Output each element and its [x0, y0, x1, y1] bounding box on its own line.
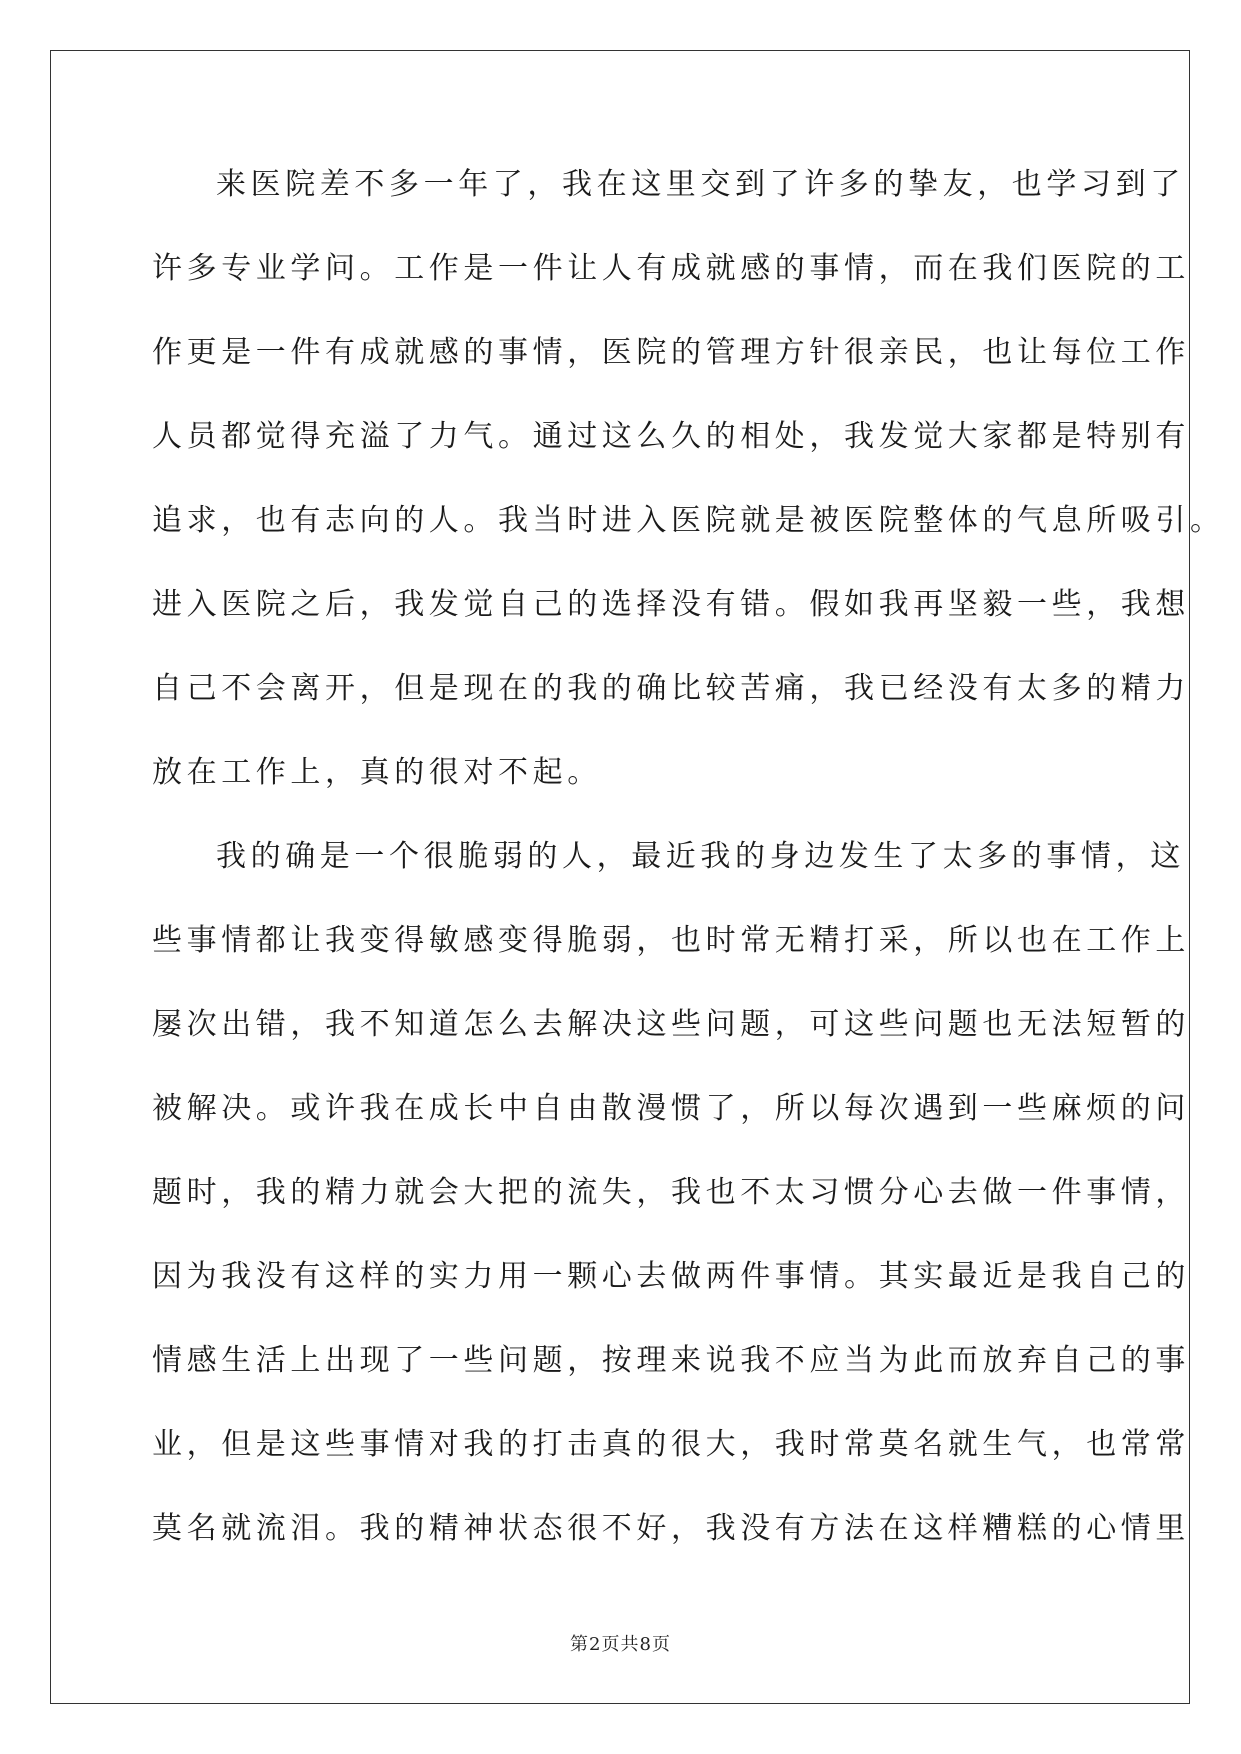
text-line: 自己不会离开，但是现在的我的确比较苦痛，我已经没有太多的精力	[152, 671, 1190, 706]
text-line: 些事情都让我变得敏感变得脆弱，也时常无精打采，所以也在工作上	[152, 923, 1190, 958]
text-line: 题时，我的精力就会大把的流失，我也不太习惯分心去做一件事情，	[152, 1175, 1190, 1210]
document-body	[152, 160, 1225, 1588]
page-footer	[0, 1630, 1241, 1656]
text-line: 被解决。或许我在成长中自由散漫惯了，所以每次遇到一些麻烦的问	[152, 1091, 1190, 1126]
text-line: 屡次出错，我不知道怎么去解决这些问题，可这些问题也无法短暂的	[152, 1007, 1190, 1042]
text-line: 人员都觉得充溢了力气。通过这么久的相处，我发觉大家都是特别有	[152, 419, 1190, 454]
text-line: 因为我没有这样的实力用一颗心去做两件事情。其实最近是我自己的	[152, 1259, 1190, 1294]
text-line: 情感生活上出现了一些问题，按理来说我不应当为此而放弃自己的事	[152, 1343, 1190, 1378]
text-line: 来医院差不多一年了，我在这里交到了许多的挚友，也学习到了	[216, 167, 1185, 202]
text-line: 许多专业学问。工作是一件让人有成就感的事情，而在我们医院的工	[152, 251, 1190, 286]
text-line: 追求，也有志向的人。我当时进入医院就是被医院整体的气息所吸引。	[152, 503, 1225, 538]
page-total: 共8页	[620, 1634, 671, 1655]
page-number: 第2页	[570, 1634, 621, 1655]
text-line: 我的确是一个很脆弱的人，最近我的身边发生了太多的事情，这	[216, 839, 1185, 874]
text-line: 进入医院之后，我发觉自己的选择没有错。假如我再坚毅一些，我想	[152, 587, 1190, 622]
text-line: 业，但是这些事情对我的打击真的很大，我时常莫名就生气，也常常	[152, 1427, 1190, 1462]
text-line: 放在工作上，真的很对不起。	[152, 755, 602, 790]
text-line: 作更是一件有成就感的事情，医院的管理方针很亲民，也让每位工作	[152, 335, 1190, 370]
text-line: 莫名就流泪。我的精神状态很不好，我没有方法在这样糟糕的心情里	[152, 1511, 1190, 1546]
